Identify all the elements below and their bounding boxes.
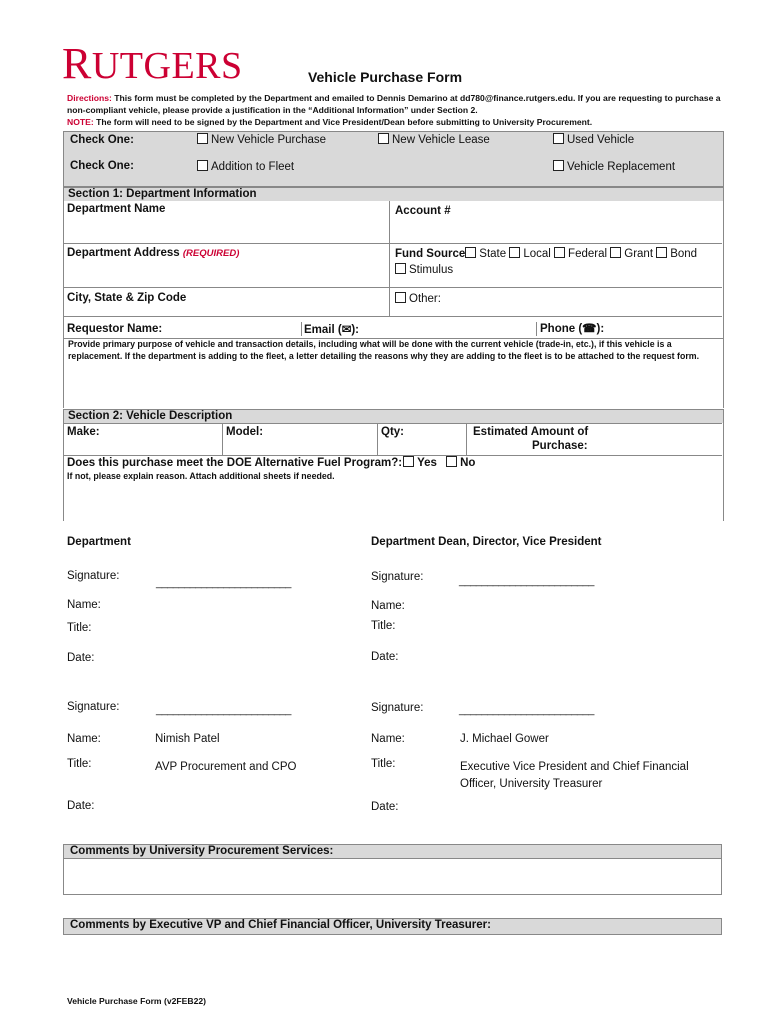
dept-address-text: Department Address [67,247,180,259]
phone-label: Phone (☎): [540,323,605,335]
directions [67,92,727,128]
divider [536,322,537,336]
divider [222,423,223,455]
option-new-purchase[interactable] [197,133,326,146]
checkbox-icon[interactable] [395,292,406,303]
check-one-label-1: Check One: [70,134,134,146]
checkbox-icon[interactable] [656,247,667,258]
name-label: Name: [371,600,405,612]
dean-header: Department Dean, Director, Vice President [371,536,602,548]
divider [377,423,378,455]
option-label: Used Vehicle [567,134,635,146]
model-label: Model: [226,426,264,438]
sig-label: Signature: [371,702,424,714]
note-text: The form will need to be signed by the Department and Vice President/Dean before submitting to University Procurement. [93,117,593,127]
make-label: Make: [67,426,100,438]
doe-question [67,456,475,469]
checkbox-icon[interactable] [197,160,208,171]
date-label: Date: [371,801,399,813]
divider [466,423,467,455]
requestor-label: Requestor Name: [67,323,163,335]
row-divider [63,287,722,288]
yes-label: Yes [417,457,437,469]
note-label: NOTE: [67,117,94,127]
qty-label: Qty: [381,426,404,438]
signature-line[interactable]: ________________________ [459,575,594,587]
section1-divider [389,201,390,316]
section1-title: Section 1: Department Information [63,187,724,201]
department-header: Department [67,536,131,548]
estimated-label: Estimated Amount of [473,426,589,438]
check-one-label-2: Check One: [70,160,134,172]
fund-bond: Bond [670,248,698,260]
cfo-comments-label: Comments by Executive VP and Chief Financial Officer, University Treasurer: [70,919,491,931]
dept-address-label [67,247,239,259]
directions-text: This form must be completed by the Department and emailed to Dennis Demarino at dd780@finance.rutgers.edu. If you are requesting to purchase a non-compliant vehicle, please provide a justification in the “Additional Information” under Section 2. [67,93,721,115]
option-vehicle-replacement[interactable] [553,160,675,173]
account-label: Account # [395,205,451,217]
city-label: City, State & Zip Code [67,292,187,304]
option-label: Vehicle Replacement [567,161,676,173]
fund-stimulus: Stimulus [409,264,454,276]
sig-label: Signature: [67,701,120,713]
other-option[interactable] [395,292,441,305]
other-label: Other: [409,293,441,305]
option-used-vehicle[interactable] [553,133,634,146]
checkbox-icon[interactable] [446,456,457,467]
checkbox-icon[interactable] [553,160,564,171]
directions-label: Directions: [67,93,112,103]
procurement-comments-label: Comments by University Procurement Services: [64,845,721,859]
title-label: Title: [67,758,92,770]
row-divider [63,243,722,244]
email-label: Email (✉): [304,324,360,336]
right-signer-title-1: Executive Vice President and Chief Financial [460,761,689,773]
explain-text: If not, please explain reason. Attach additional sheets if needed. [67,471,335,481]
checkbox-icon[interactable] [610,247,621,258]
fund-source-label: Fund Source [395,248,466,260]
date-label: Date: [371,651,399,663]
left-signer-name: Nimish Patel [155,733,220,745]
fund-federal: Federal [568,248,608,260]
name-label: Name: [371,733,405,745]
option-label: New Vehicle Lease [392,134,490,146]
section2-title: Section 2: Vehicle Description [63,409,724,423]
purpose-field[interactable] [63,338,724,408]
divider [301,322,302,336]
title-label: Title: [67,622,92,634]
date-label: Date: [67,652,95,664]
checkbox-icon[interactable] [509,247,520,258]
footer: Vehicle Purchase Form (v2FEB22) [67,996,206,1006]
no-label: No [460,457,476,469]
row-divider [63,316,722,317]
required-badge: (REQUIRED) [182,248,240,259]
purpose-text: Provide primary purpose of vehicle and transaction details, including what will be done with the current vehicle (trade-in, etc.), if this vehicle is a replacement. If the department is adding to the fleet, a letter detailing the reasons why they are adding to the fleet is to be attached to the request form. [68,339,700,361]
signature-line[interactable]: ________________________ [156,577,291,589]
option-new-lease[interactable] [378,133,490,146]
sig-label: Signature: [67,570,120,582]
checkbox-icon[interactable] [465,247,476,258]
checkbox-icon[interactable] [378,133,389,144]
right-signer-name: J. Michael Gower [460,733,549,745]
title-label: Title: [371,758,396,770]
option-addition-fleet[interactable] [197,160,294,173]
option-label: Addition to Fleet [211,161,295,173]
doe-question-text: Does this purchase meet the DOE Alternative Fuel Program?: [67,457,403,469]
checkbox-icon[interactable] [553,133,564,144]
rutgers-logo: RUTGERS [62,39,243,88]
option-label: New Vehicle Purchase [211,134,327,146]
fund-state: State [479,248,507,260]
checkbox-icon[interactable] [395,263,406,274]
purchase-label: Purchase: [532,440,588,452]
checkbox-icon[interactable] [403,456,414,467]
sig-label: Signature: [371,571,424,583]
title-label: Title: [371,620,396,632]
date-label: Date: [67,800,95,812]
name-label: Name: [67,599,101,611]
right-signer-title-2: Officer, University Treasurer [460,778,603,790]
signature-line[interactable]: ________________________ [459,704,594,716]
signature-line[interactable]: ________________________ [156,704,291,716]
fund-source-group [395,246,725,278]
name-label: Name: [67,733,101,745]
dept-name-label: Department Name [67,203,166,215]
fund-local: Local [523,248,551,260]
checkbox-icon[interactable] [554,247,565,258]
page-title: Vehicle Purchase Form [307,69,463,85]
row-divider [63,423,722,424]
left-signer-title: AVP Procurement and CPO [155,761,297,773]
fund-grant: Grant [624,248,654,260]
checkbox-icon[interactable] [197,133,208,144]
